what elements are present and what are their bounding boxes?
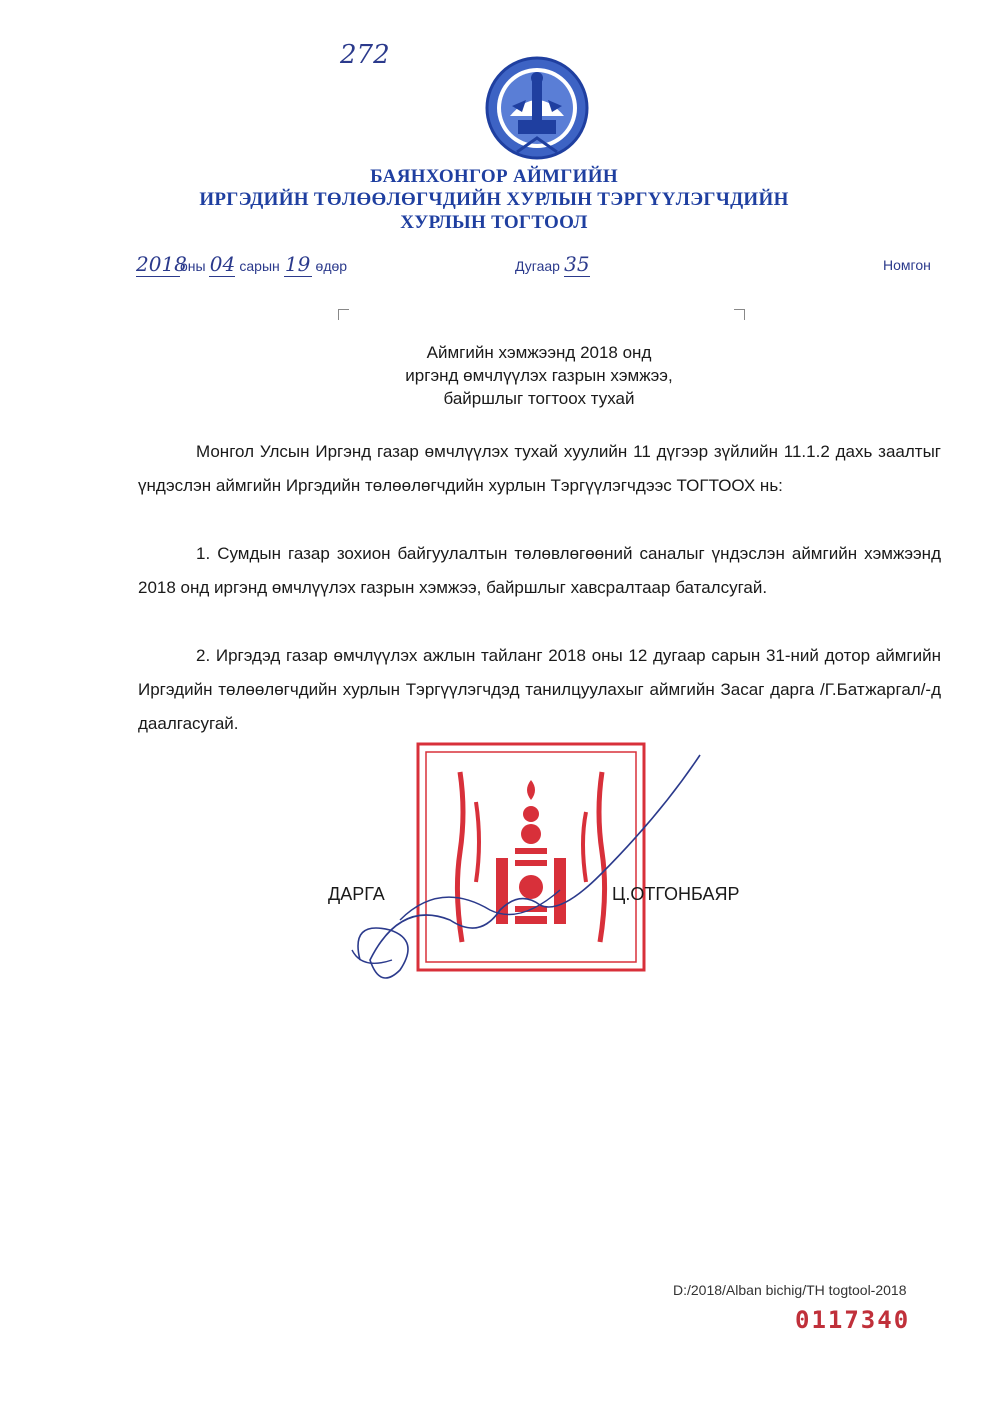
place-name: Номгон bbox=[883, 257, 931, 273]
issuer-line-1: БАЯНХОНГОР АЙМГИЙН bbox=[370, 166, 618, 187]
signatory-name: Ц.ОТГОНБАЯР bbox=[612, 884, 740, 904]
date-month-suffix: сарын bbox=[239, 258, 280, 274]
serial-number: 0117340 bbox=[795, 1306, 911, 1334]
subject-line-3: байршлыг тогтоох тухай bbox=[443, 389, 635, 408]
date-day: 19 bbox=[284, 252, 311, 276]
issuer-line-2: ИРГЭДИЙН ТӨЛӨӨЛӨГЧДИЙН ХУРЛЫН ТЭРГҮҮЛЭГЧДИЙН bbox=[199, 189, 789, 210]
subject-corner-left bbox=[338, 309, 349, 320]
signatory-title: ДАРГА bbox=[328, 884, 385, 904]
subject-line-2: иргэнд өмчлүүлэх газрын хэмжээ, bbox=[405, 366, 673, 385]
date-year-suffix: оны bbox=[180, 258, 206, 274]
number-label: Дугаар bbox=[515, 258, 560, 274]
date-month: 04 bbox=[209, 252, 236, 276]
number-line bbox=[515, 252, 590, 277]
subject-line-1: Аймгийн хэмжээнд 2018 онд bbox=[426, 343, 652, 362]
handwritten-registration-number: 272 bbox=[340, 40, 390, 70]
subject-corner-right bbox=[734, 309, 745, 320]
document-number: 35 bbox=[564, 252, 590, 276]
date-day-suffix: өдөр bbox=[315, 258, 348, 274]
date-line bbox=[136, 252, 347, 277]
document-type-title: ХУРЛЫН ТОГТООЛ bbox=[400, 212, 588, 233]
intro-paragraph: Монгол Улсын Иргэнд газар өмчлүүлэх тухай хуулийн 11 дүгээр зүйлийн 11.1.2 дахь заалтыг үндэслэн аймгийн Иргэдийн төлөөлөгчдийн хурлын Тэргүүлэгчдээс ТОГТООХ нь: bbox=[138, 442, 941, 495]
file-path: D:/2018/Alban bichig/TH togtool-2018 bbox=[673, 1282, 907, 1298]
resolution-item-2: 2. Иргэдэд газар өмчлүүлэх ажлын тайланг 2018 оны 12 дугаар сарын 31-ний дотор аймгийн Иргэдийн төлөөлөгчдийн хурлын Тэргүүлэгчдэд танилцуулахыг аймгийн Засаг дарга /Г.Батжаргал/-д даалгасугай. bbox=[138, 646, 941, 733]
handwritten-signature bbox=[340, 750, 730, 1000]
date-year: 2018 bbox=[136, 252, 187, 276]
resolution-item-1: 1. Сумдын газар зохион байгуулалтын төлөвлөгөөний саналыг үндэслэн аймгийн хэмжээнд 2018 онд иргэнд өмчлүүлэх газрын хэмжээ, байршлыг хавсралтаар баталсугай. bbox=[138, 544, 941, 597]
state-emblem-icon bbox=[482, 54, 592, 166]
